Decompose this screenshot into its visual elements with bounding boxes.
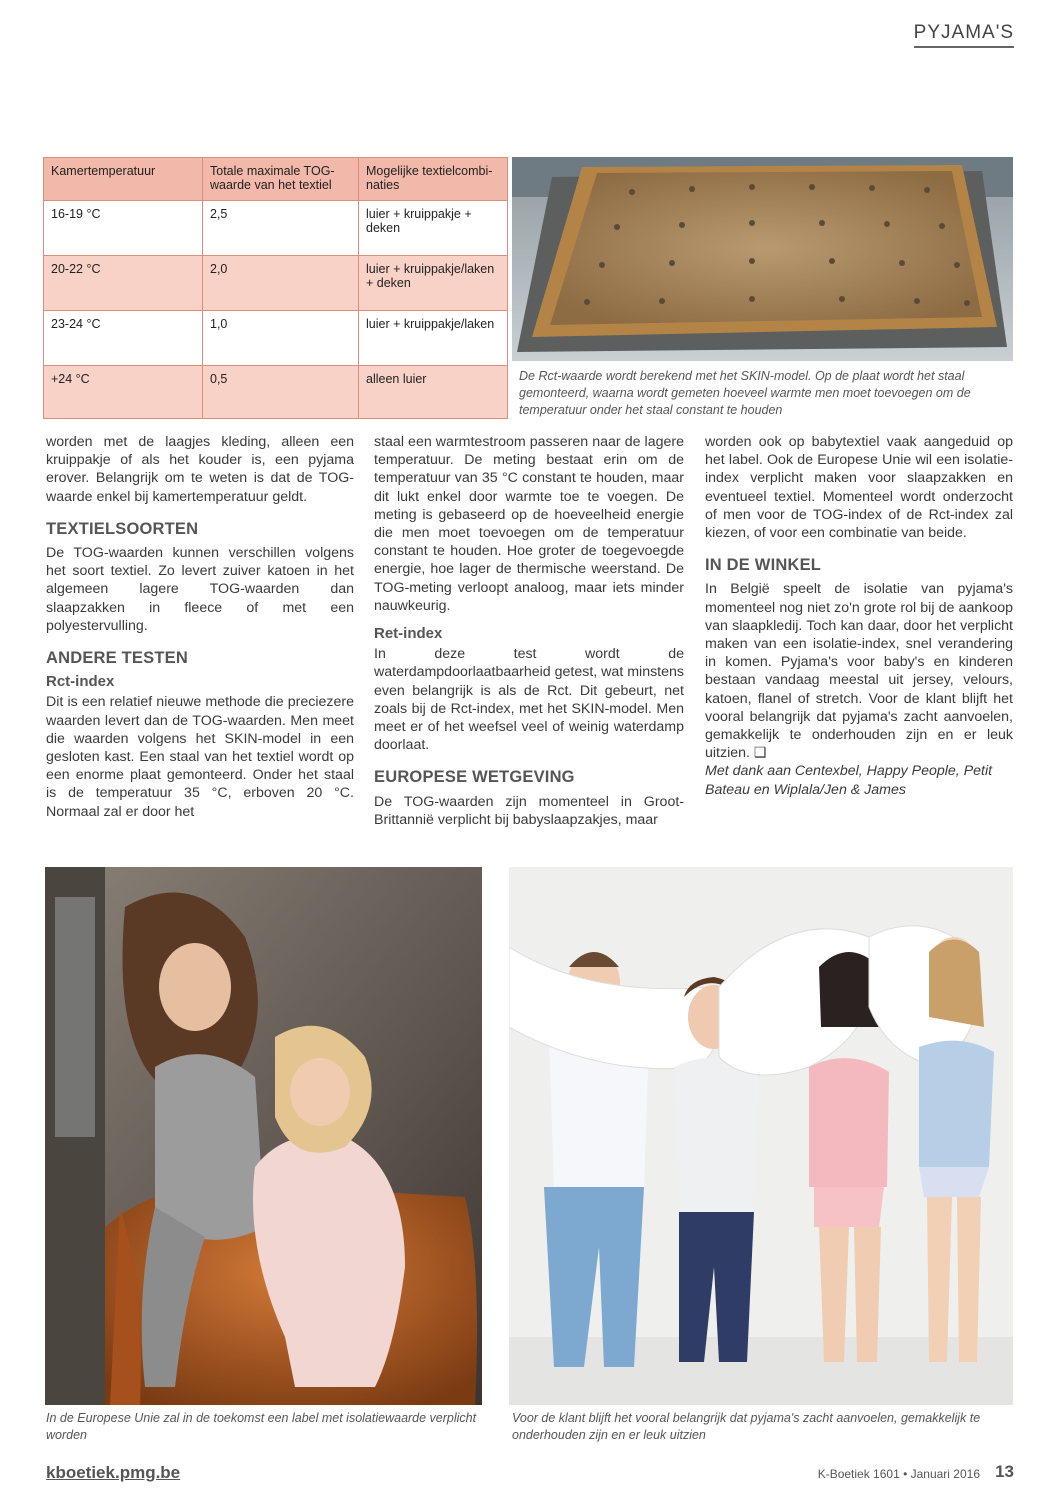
acknowledgement: Met dank aan Centexbel, Happy People, Petit Bateau en Wiplala/Jen & James bbox=[705, 763, 993, 798]
table-cell: +24 °C bbox=[44, 366, 203, 419]
table-header-cell: Kamertemperatuur bbox=[44, 158, 203, 201]
page-number: 13 bbox=[995, 1462, 1014, 1481]
table-cell: luier + kruippakje + deken bbox=[359, 201, 508, 256]
table-row bbox=[44, 311, 508, 366]
text-column-2 bbox=[374, 433, 684, 839]
table-header-cell: Mogelijke textielcombi-naties bbox=[359, 158, 508, 201]
paragraph: In België speelt de isolatie van pyjama's momenteel nog niet zo'n grote rol bij de aankoop van slaapkledij. Toch kan daar, door het verplicht maken van een isolatie-index, snel verandering in komen. Pyjama's voor baby's en kinderen bestaan vandaag meestal uit jersey, velours, katoen, flanel of stretch. Voor de klant blijft het vooral belangrijk dat pyjama's zacht aanvoelen, gemakkelijk te onderhouden zijn en er leuk uitzien. ❑ bbox=[705, 581, 1013, 762]
heading-europese-wetgeving: EUROPESE WETGEVING bbox=[374, 768, 575, 787]
paragraph: De TOG-waarden zijn momenteel in Groot-Brittannië verplicht bij babyslaapzakjes, maar bbox=[374, 793, 684, 828]
paragraph: De TOG-waarden kunnen verschillen volgens het soort textiel. Zo levert zuiver katoen in het algemeen lagere TOG-waarden dan slaapzakken in fleece of met een polyestervulling. bbox=[46, 545, 354, 634]
paragraph: worden met de laagjes kleding, alleen een kruippakje of als het kouder is, een pyjama erover. Belangrijk om te weten is dat de TOG-waarde enkel bij kamertemperatuur geldt. bbox=[46, 434, 354, 505]
table-cell: luier + kruippakje/laken + deken bbox=[359, 256, 508, 311]
subheading-ret-index: Ret-index bbox=[374, 625, 443, 643]
heading-andere-testen: ANDERE TESTEN bbox=[46, 649, 188, 668]
table-header-cell: Totale maximale TOG-waarde van het textiel bbox=[203, 158, 359, 201]
text-column-3 bbox=[705, 433, 1013, 809]
photo-children-chair bbox=[45, 867, 482, 1405]
skin-model-photo bbox=[512, 157, 1013, 361]
tog-table bbox=[43, 157, 508, 419]
paragraph: staal een warmtestroom passeren naar de lagere temperatuur. De meting bestaat erin om de temperatuur van 35 °C constant te houden, maar dit lukt enkel door warmte toe te voegen. De meting is gebaseerd op de hoeveelheid energie die men moet toevoegen om de temperatuur constant te houden. Hoe groter de toegevoegde energie, hoe lager de thermische weerstand. De TOG-meting verloopt analoog, maar iets minder nauwkeurig. bbox=[374, 434, 684, 614]
footer-website-link[interactable]: kboetiek.pmg.be bbox=[46, 1463, 181, 1482]
table-cell: 23-24 °C bbox=[44, 311, 203, 366]
photo-caption-left: In de Europese Unie zal in de toekomst een label met isolatiewaarde verplicht worden bbox=[46, 1411, 477, 1442]
photo-caption-top: De Rct-waarde wordt berekend met het SKIN-model. Op de plaat wordt het staal gemonteerd, waarna wordt gemeten hoeveel warmte men moet toevoegen om de temperatuur onder het staal constant te houden bbox=[519, 369, 971, 417]
section-label: PYJAMA'S bbox=[914, 22, 1014, 48]
paragraph: worden ook op babytextiel vaak aangeduid op het label. Ook de Europese Unie wil een isolatie-index verplicht maken voor slaapzakken en eventueel textiel. Momenteel wordt onderzocht of men voor de TOG-index of de Rct-index zal kiezen, of voor een combinatie van beide. bbox=[705, 434, 1013, 542]
table-row bbox=[44, 366, 508, 419]
photo-kids-pillows bbox=[509, 867, 1013, 1405]
heading-in-de-winkel: IN DE WINKEL bbox=[705, 556, 822, 575]
table-cell: 1,0 bbox=[203, 311, 359, 366]
table-cell: 0,5 bbox=[203, 366, 359, 419]
footer-issue: K-Boetiek 1601 • Januari 2016 bbox=[817, 1467, 980, 1481]
text-column-1 bbox=[46, 433, 354, 831]
heading-textielsoorten: TEXTIELSOORTEN bbox=[46, 519, 199, 538]
table-cell: luier + kruippakje/laken bbox=[359, 311, 508, 366]
table-cell: alleen luier bbox=[359, 366, 508, 419]
table-cell: 2,0 bbox=[203, 256, 359, 311]
table-row bbox=[44, 201, 508, 256]
photo-caption-right: Voor de klant blijft het vooral belangrijk dat pyjama's zacht aanvoelen, gemakkelijk te onderhouden zijn en er leuk uitzien bbox=[512, 1411, 981, 1442]
paragraph: In deze test wordt de waterdampdoorlaatbaarheid getest, wat minstens even belangrijk is als de Rct. Dit gebeurt, net zoals bij de Rct-index, met het SKIN-model. Men meet er of het weefsel veel of weinig waterdamp doorlaat. bbox=[374, 646, 684, 754]
table-header-row bbox=[44, 158, 508, 201]
paragraph: Dit is een relatief nieuwe methode die preciezere waarden levert dan de TOG-waarden. Men meet die waarden volgens het SKIN-model in een gesloten kast. Een staal van het textiel wordt op een enorme plaat gemonteerd. Onder het staal is de temperatuur 35 °C, erboven 20 °C. Normaal zal er door het bbox=[46, 694, 354, 820]
subheading-rct-index: Rct-index bbox=[46, 673, 115, 691]
table-cell: 2,5 bbox=[203, 201, 359, 256]
table-cell: 20-22 °C bbox=[44, 256, 203, 311]
table-row bbox=[44, 256, 508, 311]
table-cell: 16-19 °C bbox=[44, 201, 203, 256]
